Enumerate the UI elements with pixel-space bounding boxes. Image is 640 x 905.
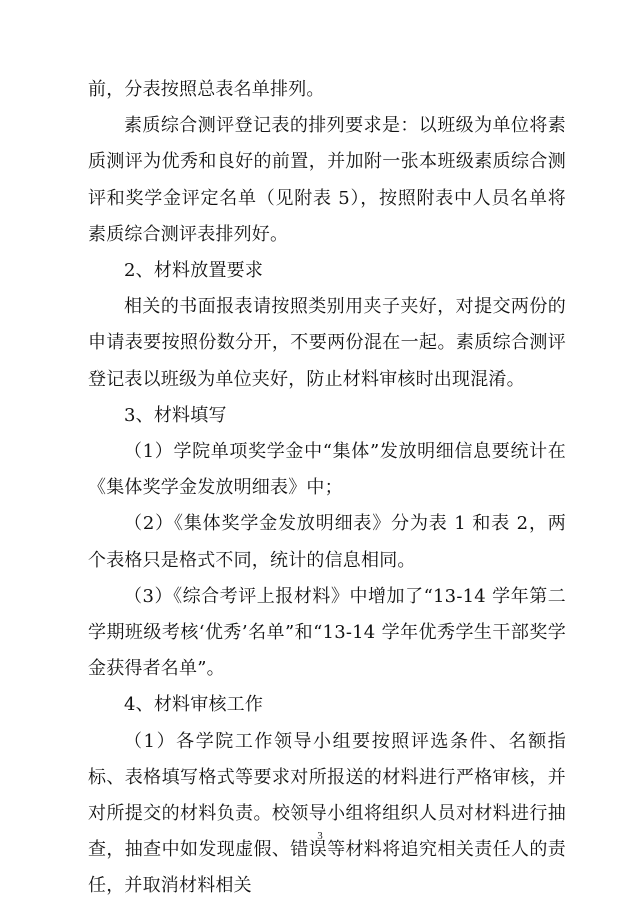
paragraph-ranking-requirement: 素质综合测评登记表的排列要求是：以班级为单位将素质测评为优秀和良好的前置，并加附一张本班级素质综合测评和奖学金评定名单（见附表 5），按照附表中人员名单将素质综合测评表排列好。 [88,115,566,245]
paragraph-filling-item-3: （3）《综合考评上报材料》中增加了“13-14 学年第二学期班级考核‘优秀’名单”和“13-14 学年优秀学生干部奖学金获得者名单”。 [88,585,566,680]
paragraph-review-item-1: （1）各学院工作领导小组要按照评选条件、名额指标、表格填写格式等要求对所报送的材料进行严格审核，并对所提交的材料负责。校领导小组将组织人员对材料进行抽查，抽查中如发现虚假、错误等材料将追究相关责任人的责任，并取消材料相关 [88,730,566,897]
paragraph-material-placement: 相关的书面报表请按照类别用夹子夹好，对提交两份的申请表要按照份数分开，不要两份混在一起。素质综合测评登记表以班级为单位夹好，防止材料审核时出现混淆。 [88,296,566,390]
paragraph-filling-item-1: （1）学院单项奖学金中“集体”发放明细信息要统计在《集体奖学金发放明细表》中； [88,441,566,499]
section-heading-material-filling: 3、材料填写 [124,404,227,426]
body-text [88,72,566,905]
section-heading-material-placement: 2、材料放置要求 [124,260,264,282]
section-heading-material-review: 4、材料审核工作 [124,694,264,716]
page-number: 3 [317,830,323,842]
paragraph-filling-item-2: （2）《集体奖学金发放明细表》分为表 1 和表 2，两个表格只是格式不同，统计的信息相同。 [88,513,566,571]
paragraph-continuation: 前，分表按照总表名单排列。 [88,79,325,100]
